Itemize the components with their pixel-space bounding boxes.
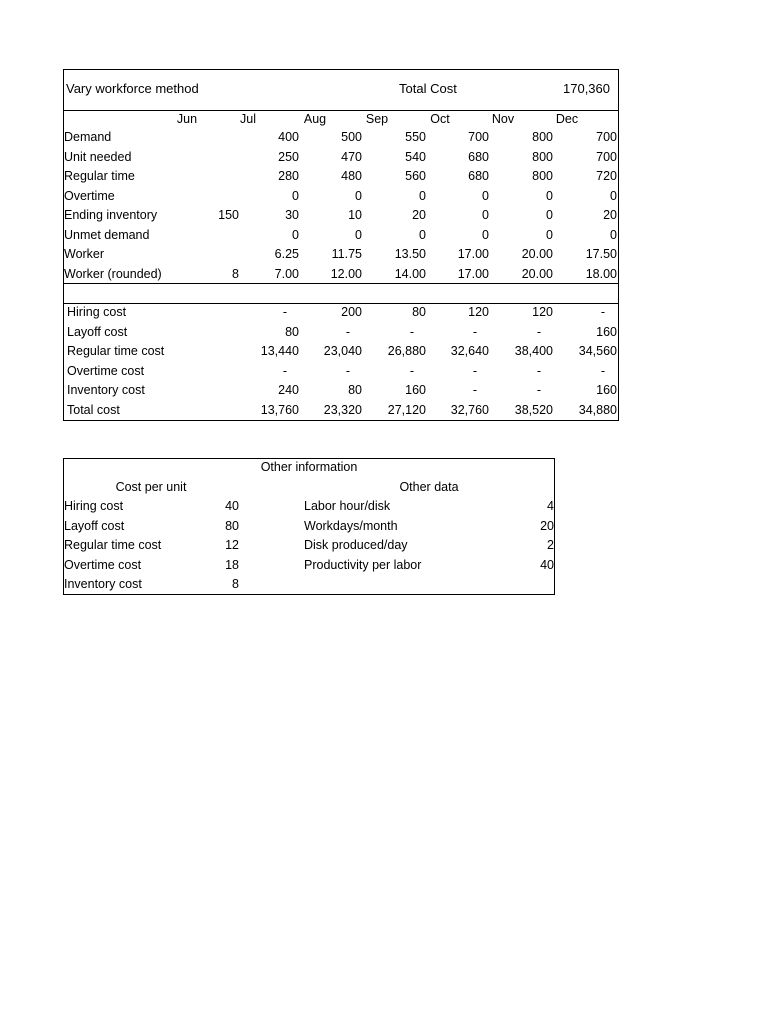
- section-divider-top: [64, 283, 618, 284]
- cost-cell: 38,520: [514, 402, 553, 417]
- section-divider-bottom: [64, 303, 618, 304]
- table-cell: 680: [468, 149, 489, 164]
- other-label: Labor hour/disk: [304, 499, 391, 513]
- table-cell: 11.75: [331, 247, 362, 261]
- table-cell: 280: [278, 169, 299, 183]
- title-divider: [64, 110, 618, 111]
- table-cell: 470: [341, 149, 362, 164]
- month-header: Jul: [240, 112, 256, 126]
- table-cell: 0: [355, 188, 362, 203]
- table-cell: 0: [610, 227, 617, 242]
- cost-value: 80: [225, 518, 239, 533]
- cost-cell: -: [282, 363, 288, 378]
- cost-cell: -: [282, 305, 288, 319]
- cost-cell: -: [536, 363, 542, 378]
- table-cell: 7.00: [274, 266, 299, 281]
- table-cell: 0: [355, 227, 362, 242]
- table-cell: 0: [419, 188, 426, 203]
- workforce-table: [63, 69, 619, 421]
- cost-cell: -: [345, 363, 351, 378]
- row-label: Worker: [64, 247, 105, 261]
- row-label: Overtime: [64, 188, 115, 203]
- table-cell: 400: [278, 130, 299, 144]
- table-cell: 14.00: [394, 266, 426, 281]
- row-label: Regular time: [64, 169, 135, 183]
- table-cell: 17.00: [457, 266, 489, 281]
- table-cell: 150: [218, 208, 239, 222]
- cost-cell: 27,120: [387, 402, 426, 417]
- table-cell: 540: [405, 149, 426, 164]
- row-label: Demand: [64, 130, 112, 144]
- table-cell: 6.25: [274, 247, 299, 261]
- table-cell: 20.00: [521, 247, 553, 261]
- cost-cell: 200: [341, 305, 362, 319]
- total-cost-value: 170,360: [563, 81, 610, 96]
- table-title: Vary workforce method: [66, 81, 199, 96]
- table-cell: 800: [532, 149, 553, 164]
- info-title: Other information: [260, 460, 358, 474]
- table-cell: 13.50: [394, 247, 426, 261]
- cost-cell: 32,640: [450, 344, 489, 358]
- cost-cell: 80: [412, 305, 426, 319]
- cost-cell: -: [472, 363, 478, 378]
- table-cell: 700: [468, 130, 489, 144]
- table-cell: 0: [546, 227, 553, 242]
- table-cell: 250: [278, 149, 299, 164]
- table-cell: 800: [532, 130, 553, 144]
- table-cell: 8: [232, 266, 239, 281]
- cost-cell: 38,400: [514, 344, 553, 358]
- table-cell: 30: [285, 208, 299, 222]
- cost-label: Regular time cost: [64, 538, 162, 552]
- other-value: 20: [540, 518, 554, 533]
- cost-cell: 120: [468, 305, 489, 319]
- table-cell: 0: [482, 227, 489, 242]
- cost-cell: 34,880: [578, 402, 617, 417]
- table-cell: 800: [532, 169, 553, 183]
- table-cell: 20: [603, 208, 617, 222]
- cost-cell: -: [472, 383, 478, 397]
- cost-cell: 23,320: [323, 402, 362, 417]
- table-cell: 12.00: [330, 266, 362, 281]
- other-data-header: Other data: [399, 480, 459, 494]
- table-cell: 0: [610, 188, 617, 203]
- other-information-table: [63, 458, 555, 595]
- table-cell: 480: [341, 169, 362, 183]
- table-cell: 20.00: [521, 266, 553, 281]
- cost-cell: 32,760: [450, 402, 489, 417]
- table-cell: 720: [596, 169, 617, 183]
- other-value: 2: [547, 538, 554, 552]
- cost-cell: 160: [405, 383, 426, 397]
- month-header: Nov: [491, 112, 515, 126]
- cost-cell: 80: [348, 383, 362, 397]
- other-value: 40: [540, 557, 554, 572]
- row-label: Worker (rounded): [64, 266, 162, 281]
- other-value: 4: [547, 499, 554, 513]
- cost-cell: -: [536, 324, 542, 339]
- cost-label: Overtime cost: [64, 557, 142, 572]
- cost-cell: -: [472, 324, 478, 339]
- cost-row-label: Layoff cost: [67, 324, 128, 339]
- other-label: Productivity per labor: [304, 557, 422, 572]
- month-header: Dec: [555, 112, 579, 126]
- table-cell: 17.00: [457, 247, 489, 261]
- cost-cell: 120: [532, 305, 553, 319]
- cost-label: Hiring cost: [64, 499, 124, 513]
- table-cell: 680: [468, 169, 489, 183]
- cost-cell: 80: [285, 324, 299, 339]
- cost-value: 18: [225, 557, 239, 572]
- month-header: Oct: [430, 112, 450, 126]
- table-cell: 0: [419, 227, 426, 242]
- cost-cell: -: [536, 383, 542, 397]
- month-header: Jun: [176, 112, 198, 126]
- table-cell: 550: [405, 130, 426, 144]
- cost-cell: -: [600, 305, 606, 319]
- row-label: Unmet demand: [64, 227, 150, 242]
- cost-row-label: Overtime cost: [67, 363, 145, 378]
- cost-cell: 13,760: [260, 402, 299, 417]
- cost-cell: -: [600, 363, 606, 378]
- cost-cell: -: [409, 363, 415, 378]
- cost-row-label: Total cost: [67, 402, 120, 417]
- row-label: Unit needed: [64, 149, 132, 164]
- cost-cell: 160: [596, 324, 617, 339]
- cost-row-label: Inventory cost: [67, 383, 145, 397]
- cost-cell: 23,040: [323, 344, 362, 358]
- cost-value: 12: [225, 538, 239, 552]
- other-label: Workdays/month: [304, 518, 398, 533]
- row-label: Ending inventory: [64, 208, 158, 222]
- table-cell: 700: [596, 130, 617, 144]
- cost-cell: 240: [278, 383, 299, 397]
- cost-cell: -: [345, 324, 351, 339]
- cost-value: 8: [232, 577, 239, 591]
- cost-row-label: Regular time cost: [67, 344, 165, 358]
- month-header: Aug: [303, 112, 327, 126]
- cost-per-unit-header: Cost per unit: [115, 480, 187, 494]
- table-cell: 0: [482, 188, 489, 203]
- cost-cell: 160: [596, 383, 617, 397]
- total-cost-label: Total Cost: [399, 81, 457, 96]
- other-label: Disk produced/day: [304, 538, 408, 552]
- table-cell: 0: [292, 227, 299, 242]
- cost-cell: -: [409, 324, 415, 339]
- cost-cell: 34,560: [578, 344, 617, 358]
- cost-row-label: Hiring cost: [67, 305, 127, 319]
- table-cell: 560: [405, 169, 426, 183]
- table-cell: 0: [546, 188, 553, 203]
- cost-label: Layoff cost: [64, 518, 125, 533]
- table-cell: 17.50: [585, 247, 617, 261]
- cost-value: 40: [225, 499, 239, 513]
- table-cell: 0: [546, 208, 553, 222]
- cost-cell: 26,880: [387, 344, 426, 358]
- table-cell: 18.00: [585, 266, 617, 281]
- cost-label: Inventory cost: [64, 577, 142, 591]
- cost-cell: 13,440: [260, 344, 299, 358]
- table-cell: 10: [348, 208, 362, 222]
- table-cell: 700: [596, 149, 617, 164]
- table-cell: 0: [292, 188, 299, 203]
- month-header: Sep: [365, 112, 389, 126]
- table-cell: 500: [341, 130, 362, 144]
- table-cell: 0: [482, 208, 489, 222]
- table-cell: 20: [412, 208, 426, 222]
